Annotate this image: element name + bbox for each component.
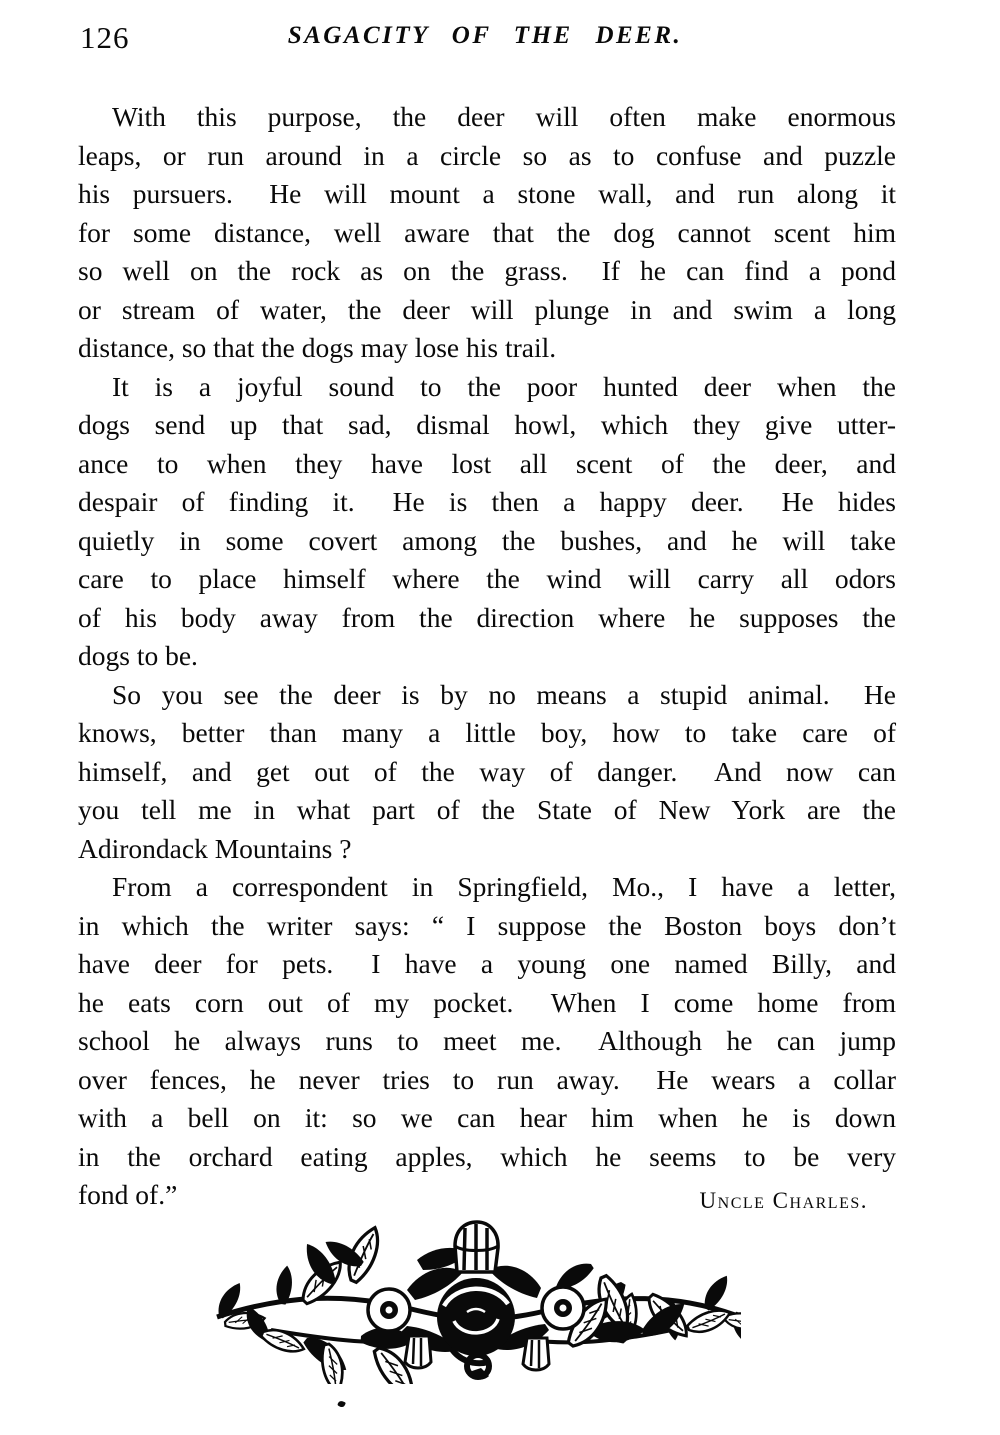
signature: Uncle Charles. [699, 1187, 868, 1213]
text-line: himself, and get out of the way of danger. And now can [78, 755, 896, 787]
text-line: with a bell on it: so we can hear him when he is down [78, 1102, 896, 1133]
body-text [78, 98, 896, 1215]
text-line: dogs send up that sad, dismal howl, which they give utter- [78, 409, 896, 440]
text-line: From a correspondent in Springfield, Mo., I have a letter, [112, 871, 896, 902]
text-line: you tell me in what part of the State of New York are the [78, 794, 896, 825]
text-line: So you see the deer is by no means a stupid animal. He [112, 678, 896, 710]
text-line: for some distance, well aware that the dog cannot scent him [78, 216, 896, 248]
text-line: Adirondack Mountains ? [78, 832, 352, 864]
text-line: distance, so that the dogs may lose his trail. [78, 332, 557, 363]
text-line: quietly in some covert among the bushes, and he will take [78, 524, 896, 556]
text-line: his pursuers. He will mount a stone wall, and run along it [78, 178, 896, 209]
text-line: in which the writer says: “ I suppose the Boston boys don’t [78, 909, 896, 941]
text-line: fond of.” [78, 1179, 178, 1210]
running-head: SAGACITY OF THE DEER. [287, 22, 683, 49]
text-line: despair of finding it. He is then a happy deer. He hides [78, 486, 896, 517]
text-line: of his body away from the direction where he supposes the [78, 601, 896, 633]
ink-speck [337, 1400, 346, 1408]
page-number: 126 [80, 20, 130, 55]
text-line: over fences, he never tries to run away. He wears a collar [78, 1063, 896, 1095]
text-line: With this purpose, the deer will often make enormous [112, 101, 896, 132]
text-line: or stream of water, the deer will plunge in and swim a long [78, 293, 896, 325]
text-line: have deer for pets. I have a young one named Billy, and [78, 948, 896, 979]
text-line: school he always runs to meet me. Although he can jump [78, 1025, 896, 1056]
text-line: ance to when they have lost all scent of the deer, and [78, 447, 896, 479]
text-line: dogs to be. [78, 640, 198, 671]
text-line: knows, better than many a little boy, how to take care of [78, 717, 896, 748]
text-line: he eats corn out of my pocket. When I come home from [78, 986, 896, 1018]
text-line: It is a joyful sound to the poor hunted deer when the [112, 370, 896, 402]
floral-tailpiece-icon [211, 1220, 741, 1384]
text-line: so well on the rock as on the grass. If he can find a pond [78, 255, 896, 286]
text-line: care to place himself where the wind will carry all odors [78, 563, 896, 594]
text-line: in the orchard eating apples, which he seems to be very [78, 1140, 896, 1172]
text-line: leaps, or run around in a circle so as to confuse and puzzle [78, 139, 896, 171]
page-header [0, 20, 1000, 62]
